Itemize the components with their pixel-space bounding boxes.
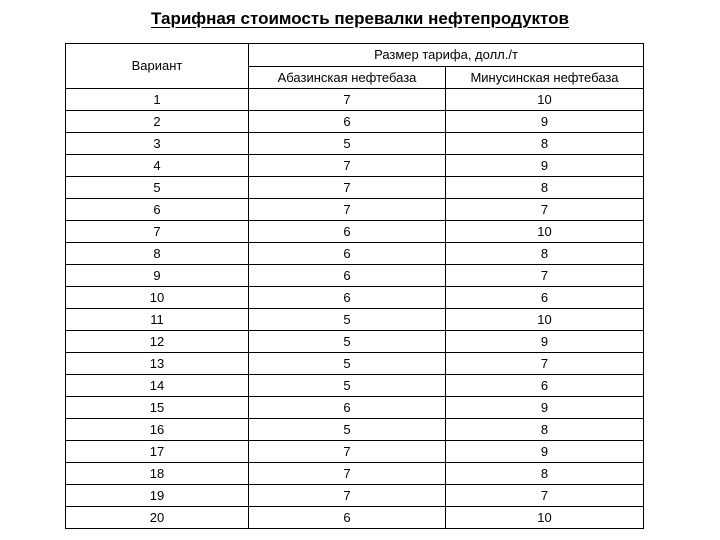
minusinsk-tariff-cell: 9 — [446, 331, 644, 353]
table-header-row — [66, 44, 644, 67]
abaza-tariff-cell: 6 — [249, 287, 446, 309]
variant-header: Вариант — [66, 44, 249, 89]
minusinsk-tariff-cell: 9 — [446, 111, 644, 133]
minusinsk-tariff-cell: 9 — [446, 155, 644, 177]
table-row — [66, 287, 644, 309]
variant-cell: 16 — [66, 419, 249, 441]
table-row — [66, 243, 644, 265]
minusinsk-tariff-cell: 8 — [446, 133, 644, 155]
abaza-tariff-cell: 7 — [249, 89, 446, 111]
minusinsk-tariff-cell: 9 — [446, 441, 644, 463]
table-row — [66, 309, 644, 331]
variant-cell: 7 — [66, 221, 249, 243]
minusinsk-depot-header: Минусинская нефтебаза — [446, 67, 644, 89]
abaza-tariff-cell: 5 — [249, 133, 446, 155]
variant-cell: 3 — [66, 133, 249, 155]
table-row — [66, 177, 644, 199]
variant-cell: 11 — [66, 309, 249, 331]
minusinsk-tariff-cell: 10 — [446, 221, 644, 243]
minusinsk-tariff-cell: 7 — [446, 485, 644, 507]
minusinsk-tariff-cell: 8 — [446, 463, 644, 485]
abaza-depot-header: Абазинская нефтебаза — [249, 67, 446, 89]
minusinsk-tariff-cell: 7 — [446, 199, 644, 221]
abaza-tariff-cell: 6 — [249, 243, 446, 265]
table-row — [66, 155, 644, 177]
variant-cell: 14 — [66, 375, 249, 397]
table-row — [66, 485, 644, 507]
variant-cell: 1 — [66, 89, 249, 111]
minusinsk-tariff-cell: 8 — [446, 419, 644, 441]
abaza-tariff-cell: 6 — [249, 397, 446, 419]
table-row — [66, 133, 644, 155]
page-title — [0, 9, 720, 29]
minusinsk-tariff-cell: 8 — [446, 177, 644, 199]
abaza-tariff-cell: 5 — [249, 331, 446, 353]
variant-cell: 18 — [66, 463, 249, 485]
variant-cell: 4 — [66, 155, 249, 177]
table-row — [66, 111, 644, 133]
variant-cell: 12 — [66, 331, 249, 353]
abaza-tariff-cell: 5 — [249, 353, 446, 375]
table-row — [66, 463, 644, 485]
minusinsk-tariff-cell: 6 — [446, 287, 644, 309]
abaza-tariff-cell: 7 — [249, 155, 446, 177]
abaza-tariff-cell: 5 — [249, 419, 446, 441]
minusinsk-tariff-cell: 10 — [446, 309, 644, 331]
variant-cell: 8 — [66, 243, 249, 265]
abaza-tariff-cell: 6 — [249, 111, 446, 133]
abaza-tariff-cell: 7 — [249, 485, 446, 507]
tariff-table — [65, 43, 644, 529]
minusinsk-tariff-cell: 9 — [446, 397, 644, 419]
variant-cell: 15 — [66, 397, 249, 419]
abaza-tariff-cell: 7 — [249, 177, 446, 199]
abaza-tariff-cell: 6 — [249, 221, 446, 243]
table-row — [66, 221, 644, 243]
minusinsk-tariff-cell: 6 — [446, 375, 644, 397]
variant-cell: 2 — [66, 111, 249, 133]
minusinsk-tariff-cell: 8 — [446, 243, 644, 265]
tariff-group-header: Размер тарифа, долл./т — [249, 44, 644, 67]
table-row — [66, 441, 644, 463]
table-row — [66, 199, 644, 221]
abaza-tariff-cell: 5 — [249, 309, 446, 331]
variant-cell: 13 — [66, 353, 249, 375]
variant-cell: 17 — [66, 441, 249, 463]
variant-cell: 20 — [66, 507, 249, 529]
table-row — [66, 375, 644, 397]
table-row — [66, 89, 644, 111]
abaza-tariff-cell: 7 — [249, 463, 446, 485]
abaza-tariff-cell: 7 — [249, 441, 446, 463]
title-text: Тарифная стоимость перевалки нефтепродуктов — [151, 9, 569, 28]
table-row — [66, 507, 644, 529]
variant-cell: 9 — [66, 265, 249, 287]
abaza-tariff-cell: 7 — [249, 199, 446, 221]
variant-cell: 5 — [66, 177, 249, 199]
table-row — [66, 419, 644, 441]
variant-cell: 10 — [66, 287, 249, 309]
abaza-tariff-cell: 6 — [249, 507, 446, 529]
minusinsk-tariff-cell: 7 — [446, 353, 644, 375]
abaza-tariff-cell: 5 — [249, 375, 446, 397]
minusinsk-tariff-cell: 10 — [446, 507, 644, 529]
table-row — [66, 265, 644, 287]
minusinsk-tariff-cell: 7 — [446, 265, 644, 287]
table-row — [66, 397, 644, 419]
minusinsk-tariff-cell: 10 — [446, 89, 644, 111]
table-row — [66, 353, 644, 375]
abaza-tariff-cell: 6 — [249, 265, 446, 287]
variant-cell: 19 — [66, 485, 249, 507]
variant-cell: 6 — [66, 199, 249, 221]
table-row — [66, 331, 644, 353]
